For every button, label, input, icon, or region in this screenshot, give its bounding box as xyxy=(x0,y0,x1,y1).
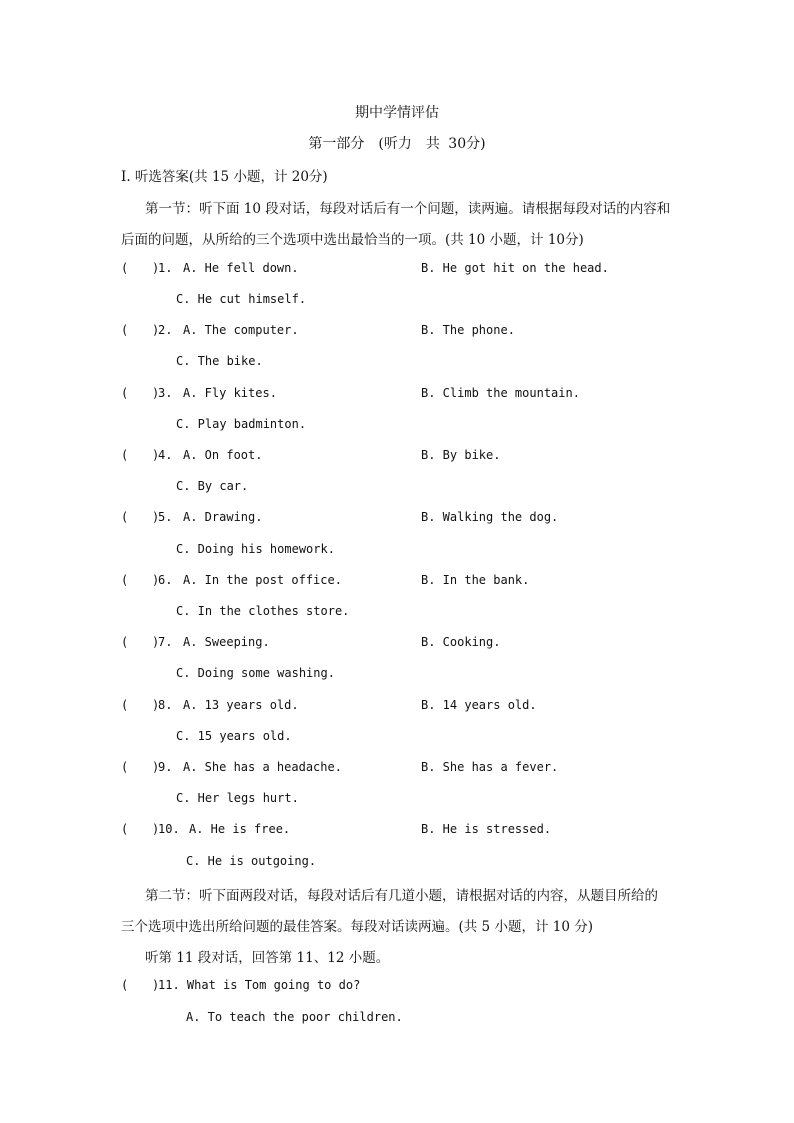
section-instruction-1a: 第一节：听下面 10 段对话，每段对话后有一个问题，读两遍。请根据每段对话的内容和 xyxy=(145,201,671,217)
answer-paren-close: ) xyxy=(152,573,160,587)
answer-paren-open: ( xyxy=(121,261,129,275)
question-text: 11. What is Tom going to do? xyxy=(158,978,361,992)
answer-paren-close: ) xyxy=(152,635,160,649)
option-a: A. Fly kites. xyxy=(183,386,277,400)
option-b: B. He got hit on the head. xyxy=(421,261,609,275)
option-b: B. She has a fever. xyxy=(421,760,559,774)
answer-paren-open: ( xyxy=(121,386,129,400)
option-b: B. The phone. xyxy=(421,323,515,337)
option-a: A. To teach the poor children. xyxy=(186,1010,403,1024)
section-instruction-2a: 第二节：听下面两段对话，每段对话后有几道小题，请根据对话的内容，从题目所给的 xyxy=(145,888,658,904)
dialog-intro: 听第 11 段对话，回答第 11、12 小题。 xyxy=(145,950,390,966)
option-c: C. 15 years old. xyxy=(176,729,292,743)
answer-paren-open: ( xyxy=(121,760,129,774)
option-c: C. He is outgoing. xyxy=(186,854,317,868)
question-number: 10. xyxy=(158,822,180,836)
option-a: A. He is free. xyxy=(189,822,291,836)
option-b: B. In the bank. xyxy=(421,573,530,587)
answer-paren-open: ( xyxy=(121,978,129,992)
option-c: C. In the clothes store. xyxy=(176,604,350,618)
answer-paren-open: ( xyxy=(121,510,129,524)
question-number: 1. xyxy=(158,261,173,275)
option-a: A. Drawing. xyxy=(183,510,263,524)
answer-paren-close: ) xyxy=(152,261,160,275)
answer-paren-open: ( xyxy=(121,635,129,649)
option-a: A. She has a headache. xyxy=(183,760,342,774)
option-b: B. Cooking. xyxy=(421,635,501,649)
option-c: C. Doing some washing. xyxy=(176,666,335,680)
question-number: 5. xyxy=(158,510,173,524)
option-a: A. The computer. xyxy=(183,323,299,337)
option-c: C. He cut himself. xyxy=(176,292,307,306)
option-b: B. He is stressed. xyxy=(421,822,552,836)
answer-paren-open: ( xyxy=(121,698,129,712)
question-number: 8. xyxy=(158,698,173,712)
answer-paren-open: ( xyxy=(121,822,129,836)
option-b: B. Walking the dog. xyxy=(421,510,559,524)
option-a: A. Sweeping. xyxy=(183,635,270,649)
question-number: 7. xyxy=(158,635,173,649)
answer-paren-open: ( xyxy=(121,573,129,587)
section-instruction-2b: 三个选项中选出所给问题的最佳答案。每段对话读两遍。(共 5 小题，计 10 分) xyxy=(121,919,593,935)
option-c: C. The bike. xyxy=(176,354,263,368)
answer-paren-close: ) xyxy=(152,323,160,337)
part-heading: 第一部分 (听力 共 30分) xyxy=(308,136,486,152)
question-number: 4. xyxy=(158,448,173,462)
option-b: B. Climb the mountain. xyxy=(421,386,580,400)
question-number: 6. xyxy=(158,573,173,587)
option-c: C. By car. xyxy=(176,479,249,493)
section-instruction-1b: 后面的问题，从所给的三个选项中选出最恰当的一项。(共 10 小题，计 10分) xyxy=(121,232,584,248)
question-number: 3. xyxy=(158,386,173,400)
answer-paren-close: ) xyxy=(152,822,160,836)
option-c: C. Her legs hurt. xyxy=(176,791,299,805)
answer-paren-close: ) xyxy=(152,386,160,400)
option-a: A. In the post office. xyxy=(183,573,342,587)
answer-paren-close: ) xyxy=(152,760,160,774)
option-b: B. By bike. xyxy=(421,448,501,462)
option-a: A. 13 years old. xyxy=(183,698,299,712)
answer-paren-close: ) xyxy=(152,698,160,712)
option-c: C. Doing his homework. xyxy=(176,542,335,556)
option-a: A. He fell down. xyxy=(183,261,299,275)
option-c: C. Play badminton. xyxy=(176,417,307,431)
answer-paren-close: ) xyxy=(152,978,160,992)
question-number: 9. xyxy=(158,760,173,774)
answer-paren-open: ( xyxy=(121,323,129,337)
question-number: 2. xyxy=(158,323,173,337)
option-b: B. 14 years old. xyxy=(421,698,537,712)
page-title: 期中学情评估 xyxy=(355,105,439,121)
section-heading: Ⅰ. 听选答案(共 15 小题，计 20分) xyxy=(121,169,328,185)
answer-paren-close: ) xyxy=(152,510,160,524)
answer-paren-close: ) xyxy=(152,448,160,462)
option-a: A. On foot. xyxy=(183,448,263,462)
answer-paren-open: ( xyxy=(121,448,129,462)
